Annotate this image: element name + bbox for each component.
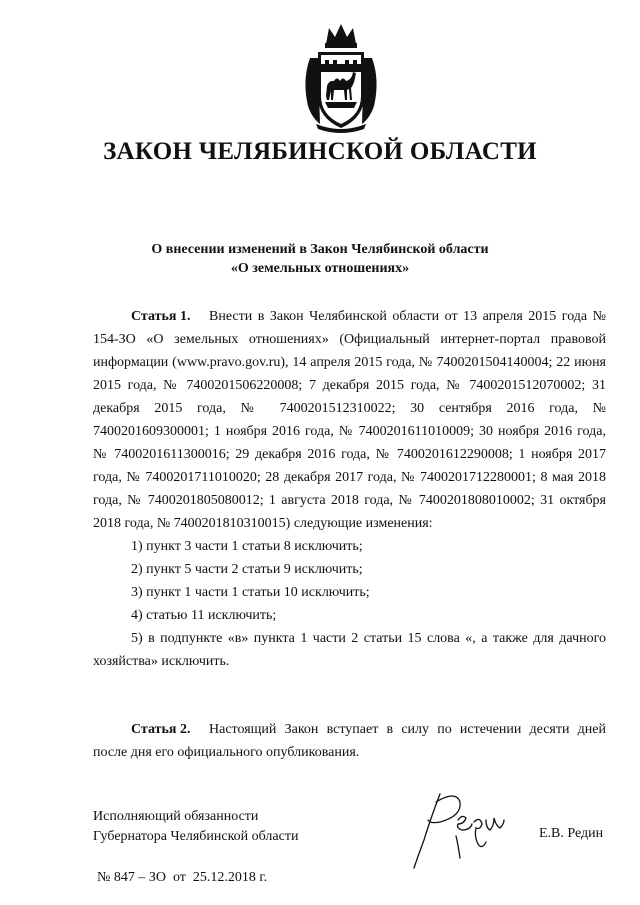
list-item: 4) статью 11 исключить; xyxy=(131,608,277,623)
article-1-intro-text: Внести в Закон Челябинской области от 13 апреля 2015 года № 154-ЗО «О земельных отношениях» (Официальный интернет-портал правовой информации (www.pravo.gov.ru), 14 апреля 2015 года, № 7400201504140004; 22 июня 2015 года, № 7400201506220008; 7 декабря 2015 года, № 7400201512070002; 31 декабря 2015 года, № 7400201512310022; 30 сентября 2016 года, № 7400201609300001; 1 ноября 2016 года, № 7400201611010009; 30 ноября 2016 года, № 7400201611300016; 29 декабря 2016 года, № 7400201612290008; 1 ноября 2017 года, № 7400201711010020; 28 декабря 2017 года, № 7400201712280001; 8 мая 2018 года, № 7400201805080012; 1 августа 2018 года, № 7400201808010002; 31 октября 2018 года, № 7400201810310015) следующие изменения: xyxy=(93,309,606,531)
article-2 xyxy=(93,718,606,764)
article-2-text xyxy=(93,718,606,764)
list-item: 1) пункт 3 части 1 статьи 8 исключить; xyxy=(131,539,363,554)
signatory-position-line-2: Губернатора Челябинской области xyxy=(93,829,299,844)
article-2-label: Статья 2. xyxy=(131,722,191,737)
signatory-position-line-1: Исполняющий обязанности xyxy=(93,809,259,824)
law-subject-line-2: «О земельных отношениях» xyxy=(230,261,410,276)
law-subject-line-1: О внесении изменений в Закон Челябинской области xyxy=(151,242,489,257)
list-item: 2) пункт 5 части 2 статьи 9 исключить; xyxy=(131,562,363,577)
list-item: 3) пункт 1 части 1 статьи 10 исключить; xyxy=(131,585,370,600)
article-1 xyxy=(93,305,606,673)
list-item: 5) в подпункте «в» пункта 1 части 2 статьи 15 слова «, а также для дачного хозяйства» исключить. xyxy=(93,631,606,669)
signatory-position xyxy=(93,807,298,847)
article-2-body: Настоящий Закон вступает в силу по истечении десяти дней после дня его официального опубликования. xyxy=(93,722,606,760)
handwritten-signature-icon xyxy=(400,786,510,870)
chelyabinsk-coat-of-arms-icon xyxy=(296,18,386,136)
law-subject xyxy=(60,240,580,278)
law-title: ЗАКОН ЧЕЛЯБИНСКОЙ ОБЛАСТИ xyxy=(103,138,537,165)
article-1-label: Статья 1. xyxy=(131,309,191,324)
article-1-intro xyxy=(93,305,606,535)
registration-number: № 847 – ЗО от 25.12.2018 г. xyxy=(97,870,268,885)
signatory-name: Е.В. Редин xyxy=(539,826,604,841)
